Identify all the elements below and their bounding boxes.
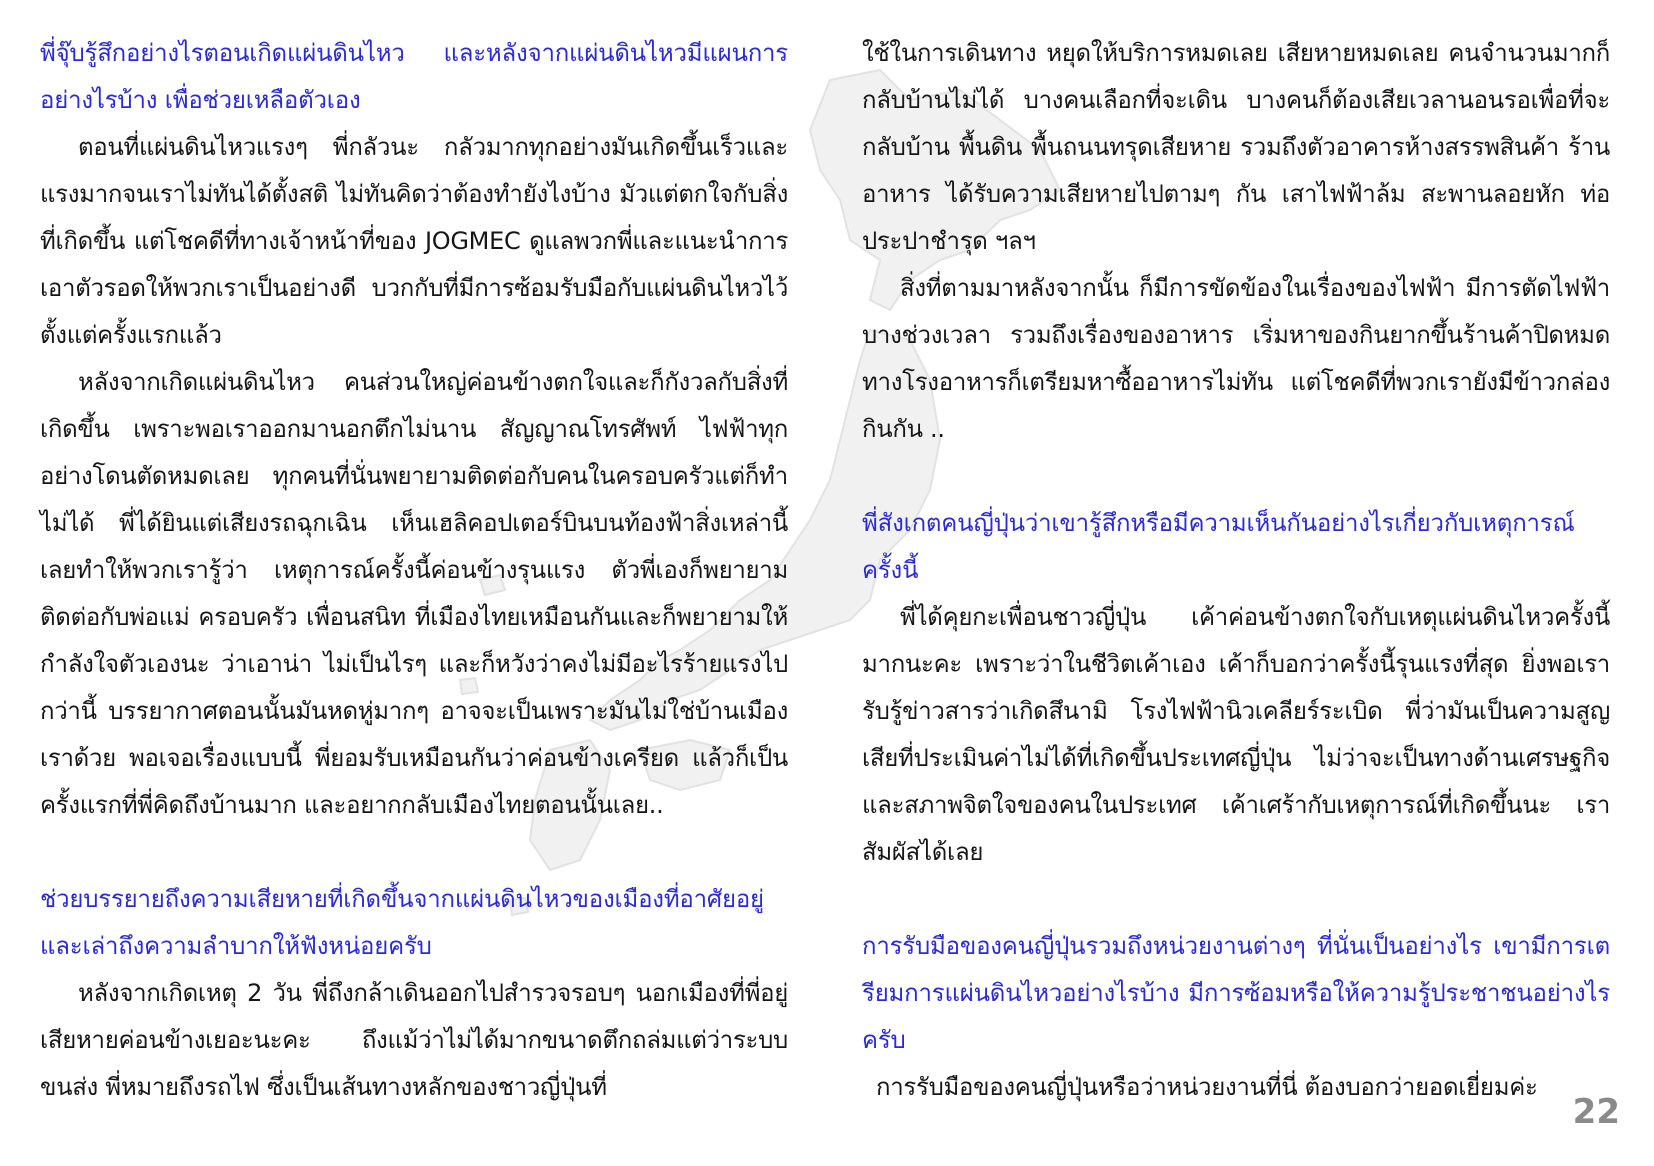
answer-paragraph: ตอนที่แผ่นดินไหวแรงๆ พี่กลัวนะ กลัวมากทุกอย่างมันเกิดขึ้นเร็วและแรงมากจนเราไม่ทันได้ตั้งสติ ไม่ทันคิดว่าต้องทำยังไงบ้าง มัวแต่ตกใจกับสิ่งที่เกิดขึ้น แต่โชคดีที่ทางเจ้าหน้าที่ของ JOGMEC ดูแลพวกพี่และแนะนำการเอาตัวรอดให้พวกเราเป็นอย่างดี บวกกับที่มีการซ้อมรับมือกับแผ่นดินไหวไว้ตั้งแต่ครั้งแรกแล้ว (40, 133, 788, 349)
question-heading: พี่จุ๊บรู้สึกอย่างไรตอนเกิดแผ่นดินไหว และหลังจากแผ่นดินไหวมีแผนการอย่างไรบ้าง เพื่อช่วยเหลือตัวเอง (40, 39, 788, 114)
question-heading: พี่สังเกตคนญี่ปุ่นว่าเขารู้สึกหรือมีความเห็นกันอย่างไรเกี่ยวกับเหตุการณ์ครั้งนี้ (862, 509, 1575, 584)
right-column (862, 30, 1610, 1111)
left-column (40, 30, 788, 1111)
question-heading: ช่วยบรรยายถึงความเสียหายที่เกิดขึ้นจากแผ่นดินไหวของเมืองที่อาศัยอยู่ และเล่าถึงความลำบากให้ฟังหน่อยครับ (40, 885, 764, 960)
answer-paragraph: หลังจากเกิดเหตุ 2 วัน พี่ถึงกล้าเดินออกไปสำรวจรอบๆ นอกเมืองที่พี่อยู่เสียหายค่อนข้างเยอะนะคะ ถึงแม้ว่าไม่ได้มากขนาดตึกถล่มแต่ว่าระบบขนส่ง พี่หมายถึงรถไฟ ซึ่งเป็นเส้นทางหลักของชาวญี่ปุ่นที่ (40, 979, 788, 1101)
answer-paragraph: หลังจากเกิดแผ่นดินไหว คนส่วนใหญ่ค่อนข้างตกใจและก็กังวลกับสิ่งที่เกิดขึ้น เพราะพอเราออกมานอกตึกไม่นาน สัญญาณโทรศัพท์ ไฟฟ้าทุกอย่างโดนตัดหมดเลย ทุกคนที่นั่นพยายามติดต่อกับคนในครอบครัวแต่ก็ทำไม่ได้ พี่ได้ยินแต่เสียงรถฉุกเฉิน เห็นเฮลิคอปเตอร์บินบนท้องฟ้าสิ่งเหล่านี้เลยทำให้พวกเรารู้ว่า เหตุการณ์ครั้งนี้ค่อนข้างรุนแรง ตัวพี่เองก็พยายามติดต่อกับพ่อแม่ ครอบครัว เพื่อนสนิท ที่เมืองไทยเหมือนกันและก็พยายามให้กำลังใจตัวเองนะ ว่าเอาน่า ไม่เป็นไรๆ และก็หวังว่าคงไม่มีอะไรร้ายแรงไปกว่านี้ บรรยากาศตอนนั้นมันหดหู่มากๆ อาจจะเป็นเพราะมันไม่ใช่บ้านเมืองเราด้วย พอเจอเรื่องแบบนี้ พี่ยอมรับเหมือนกันว่าค่อนข้างเครียด แล้วก็เป็นครั้งแรกที่พี่คิดถึงบ้านมาก และอยากกลับเมืองไทยตอนนั้นเลย.. (40, 368, 788, 819)
answer-paragraph: ใช้ในการเดินทาง หยุดให้บริการหมดเลย เสียหายหมดเลย คนจำนวนมากก็กลับบ้านไม่ได้ บางคนเลือกที่จะเดิน บางคนก็ต้องเสียเวลานอนรอเพื่อที่จะกลับบ้าน พื้นดิน พื้นถนนทรุดเสียหาย รวมถึงตัวอาคารห้างสรรพสินค้า ร้านอาหาร ได้รับความเสียหายไปตามๆ กัน เสาไฟฟ้าล้ม สะพานลอยหัก ท่อประปาชำรุด ฯลฯ (862, 39, 1610, 255)
answer-paragraph: พี่ได้คุยกะเพื่อนชาวญี่ปุ่น เค้าค่อนข้างตกใจกับเหตุแผ่นดินไหวครั้งนี้มากนะคะ เพราะว่าในชีวิตเค้าเอง เค้าก็บอกว่าครั้งนี้รุนแรงที่สุด ยิ่งพอเรารับรู้ข่าวสารว่าเกิดสึนามิ โรงไฟฟ้านิวเคลียร์ระเบิด พี่ว่ามันเป็นความสูญเสียที่ประเมินค่าไม่ได้ที่เกิดขึ้นประเทศญี่ปุ่น ไม่ว่าจะเป็นทางด้านเศรษฐกิจ และสภาพจิตใจของคนในประเทศ เค้าเศร้ากับเหตุการณ์ที่เกิดขึ้นนะ เราสัมผัสได้เลย (862, 603, 1610, 866)
answer-paragraph: การรับมือของคนญี่ปุ่นหรือว่าหน่วยงานที่นี่ ต้องบอกว่ายอดเยี่ยมค่ะ (876, 1073, 1538, 1101)
page-number: 22 (1572, 1092, 1620, 1132)
question-heading: การรับมือของคนญี่ปุ่นรวมถึงหน่วยงานต่างๆ ที่นั่นเป็นอย่างไร เขามีการเตรียมการแผ่นดินไหวอย่างไรบ้าง มีการซ้อมหรือให้ความรู้ประชาชนอย่างไรครับ (862, 932, 1610, 1054)
answer-paragraph: สิ่งที่ตามมาหลังจากนั้น ก็มีการขัดข้องในเรื่องของไฟฟ้า มีการตัดไฟฟ้าบางช่วงเวลา รวมถึงเรื่องของอาหาร เริ่มหาของกินยากขึ้นร้านค้าปิดหมด ทางโรงอาหารก็เตรียมหาซื้ออาหารไม่ทัน แต่โชคดีที่พวกเรายังมีข้าวกล่องกินกัน .. (862, 274, 1610, 443)
